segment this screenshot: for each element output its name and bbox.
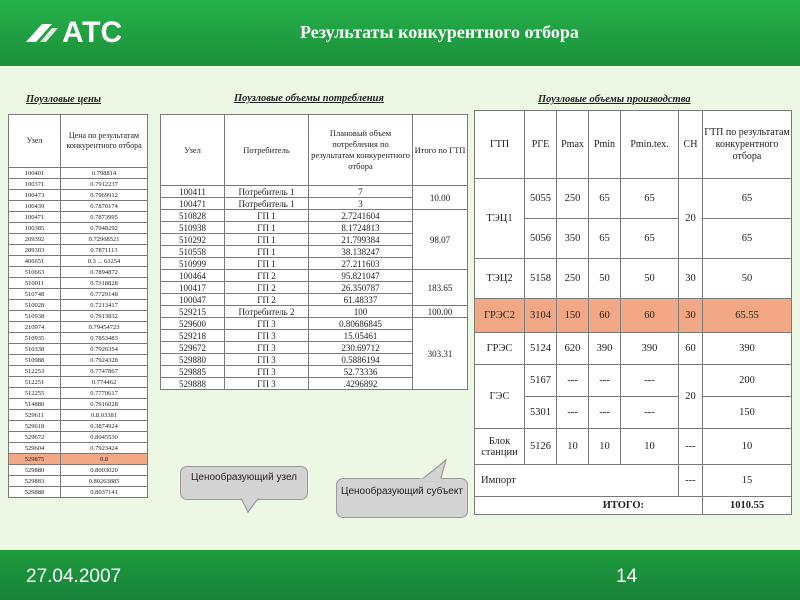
table-row xyxy=(9,476,148,487)
consumption-node-cell: 529880 xyxy=(161,354,225,366)
production-cell: Импорт xyxy=(475,465,679,497)
price-value-cell: 0.7924328 xyxy=(61,355,148,366)
production-header-pmin: Pmin xyxy=(589,111,621,179)
table-row xyxy=(161,186,468,198)
production-cell: 620 xyxy=(557,333,589,365)
table-row xyxy=(9,410,148,421)
consumption-consumer-cell: ГП 1 xyxy=(225,234,309,246)
price-node-cell: 510928 xyxy=(9,300,61,311)
production-cell: --- xyxy=(557,365,589,397)
consumption-volume-cell: 8.1724813 xyxy=(309,222,413,234)
consumption-consumer-cell: ГП 1 xyxy=(225,210,309,222)
consumption-node-cell: 100047 xyxy=(161,294,225,306)
production-cell: --- xyxy=(621,365,679,397)
consumption-consumer-cell: ГП 3 xyxy=(225,354,309,366)
production-cell: 5167 xyxy=(525,365,557,397)
production-cell: 30 xyxy=(679,259,703,299)
table-row xyxy=(161,306,468,318)
consumption-consumer-cell: ГП 1 xyxy=(225,222,309,234)
consumption-header-node: Узел xyxy=(161,115,225,186)
production-header-gtp: ГТП xyxy=(475,111,525,179)
consumption-header-total: Итого по ГТП xyxy=(413,115,468,186)
table-row xyxy=(9,465,148,476)
price-value-cell: 0.7912237 xyxy=(61,179,148,190)
section-consumption-title: Поузловые объемы потребления xyxy=(234,93,384,104)
table-row xyxy=(9,377,148,388)
table-row xyxy=(161,210,468,222)
header-bar xyxy=(0,0,800,66)
price-value-cell: 0.8045530 xyxy=(61,432,148,443)
production-cell: ГРЭС2 xyxy=(475,299,525,333)
consumption-volume-cell: .4296892 xyxy=(309,378,413,390)
price-value-cell: 0.7318828 xyxy=(61,278,148,289)
consumption-consumer-cell: Потребитель 2 xyxy=(225,306,309,318)
consumption-volume-cell: 230.69712 xyxy=(309,342,413,354)
footer-date: 27.04.2007 xyxy=(26,566,122,587)
consumption-node-cell: 529885 xyxy=(161,366,225,378)
consumption-volume-cell: 15.05461 xyxy=(309,330,413,342)
consumption-total-cell: 98.07 xyxy=(413,210,468,270)
price-node-cell: 529883 xyxy=(9,476,61,487)
production-header-pmintex: Pmin.tex. xyxy=(621,111,679,179)
consumption-consumer-cell: ГП 3 xyxy=(225,342,309,354)
price-value-cell: 0.7913832 xyxy=(61,311,148,322)
table-row xyxy=(475,333,792,365)
production-cell: 65 xyxy=(589,179,621,219)
table-row xyxy=(9,212,148,223)
table-row xyxy=(9,311,148,322)
price-node-cell: 510935 xyxy=(9,333,61,344)
price-node-cell: 529875 xyxy=(9,454,61,465)
table-row xyxy=(161,318,468,330)
production-cell: 10 xyxy=(589,429,621,465)
price-node-cell: 100371 xyxy=(9,179,61,190)
prices-table xyxy=(8,114,148,498)
consumption-node-cell: 529215 xyxy=(161,306,225,318)
production-cell: 30 xyxy=(679,299,703,333)
price-value-cell: 0.8037141 xyxy=(61,487,148,498)
table-row xyxy=(9,333,148,344)
production-cell: 65 xyxy=(589,219,621,259)
production-cell: 10 xyxy=(703,429,792,465)
price-value-cell: 0.7948292 xyxy=(61,223,148,234)
consumption-node-cell: 529600 xyxy=(161,318,225,330)
table-row xyxy=(9,223,148,234)
consumption-total-cell: 100.00 xyxy=(413,306,468,318)
production-table xyxy=(474,110,792,515)
consumption-consumer-cell: ГП 3 xyxy=(225,330,309,342)
consumption-volume-cell: 61.48337 xyxy=(309,294,413,306)
consumption-consumer-cell: ГП 3 xyxy=(225,318,309,330)
production-cell: 60 xyxy=(621,299,679,333)
production-cell: --- xyxy=(589,365,621,397)
production-total-label: ИТОГО: xyxy=(475,497,703,515)
price-value-cell: 0.7916028 xyxy=(61,399,148,410)
price-node-cell: 512255 xyxy=(9,388,61,399)
price-node-cell: 209303 xyxy=(9,245,61,256)
table-row-highlighted xyxy=(9,454,148,465)
price-value-cell: 0.7871113 xyxy=(61,245,148,256)
consumption-consumer-cell: ГП 2 xyxy=(225,270,309,282)
section-prices-title: Поузловые цены xyxy=(26,94,102,105)
table-row xyxy=(9,201,148,212)
callout-subject-pointer xyxy=(412,458,472,482)
price-node-cell: 510988 xyxy=(9,355,61,366)
consumption-volume-cell: 3 xyxy=(309,198,413,210)
consumption-node-cell: 510828 xyxy=(161,210,225,222)
consumption-node-cell: 100464 xyxy=(161,270,225,282)
consumption-node-cell: 100471 xyxy=(161,198,225,210)
consumption-consumer-cell: ГП 2 xyxy=(225,294,309,306)
price-node-cell: 209392 xyxy=(9,234,61,245)
price-node-cell: 510663 xyxy=(9,267,61,278)
price-node-cell: 100439 xyxy=(9,201,61,212)
table-row xyxy=(9,278,148,289)
production-cell: 5056 xyxy=(525,219,557,259)
production-cell: 65 xyxy=(703,219,792,259)
production-cell: 65.55 xyxy=(703,299,792,333)
production-cell: 50 xyxy=(621,259,679,299)
table-row xyxy=(161,270,468,282)
page-title: Результаты конкурентного отбора xyxy=(300,22,579,42)
table-row xyxy=(9,344,148,355)
consumption-consumer-cell: ГП 1 xyxy=(225,246,309,258)
callout-price-subject: Ценообразующий субъект xyxy=(336,478,468,518)
table-row xyxy=(9,443,148,454)
production-cell: 65 xyxy=(703,179,792,219)
production-cell: 200 xyxy=(703,365,792,397)
price-value-cell: 0.3874924 xyxy=(61,421,148,432)
slide-body xyxy=(0,66,800,550)
consumption-volume-cell: 95.821047 xyxy=(309,270,413,282)
table-row xyxy=(9,300,148,311)
price-value-cell: 0.3 ... 63254 xyxy=(61,256,148,267)
table-row xyxy=(475,259,792,299)
table-row xyxy=(9,487,148,498)
consumption-volume-cell: 26.350787 xyxy=(309,282,413,294)
price-value-cell: 0.7923424 xyxy=(61,443,148,454)
production-cell: 5126 xyxy=(525,429,557,465)
production-cell: ТЭЦ1 xyxy=(475,179,525,259)
production-cell: 10 xyxy=(621,429,679,465)
production-cell: 60 xyxy=(679,333,703,365)
table-row xyxy=(9,322,148,333)
production-cell: 150 xyxy=(557,299,589,333)
production-cell: 250 xyxy=(557,179,589,219)
price-value-cell: 0.80263885 xyxy=(61,476,148,487)
table-row xyxy=(475,429,792,465)
price-value-cell: 0.8003020 xyxy=(61,465,148,476)
price-value-cell: 0.7729148 xyxy=(61,289,148,300)
price-node-cell: 510748 xyxy=(9,289,61,300)
production-cell: 20 xyxy=(679,179,703,259)
section-production-title: Поузловые объемы производства xyxy=(538,94,691,105)
price-value-cell: 0.7213417 xyxy=(61,300,148,311)
callout-node-pointer xyxy=(230,496,270,516)
price-node-cell: 529611 xyxy=(9,410,61,421)
production-cell: --- xyxy=(621,397,679,429)
price-node-cell: 100401 xyxy=(9,168,61,179)
consumption-node-cell: 510558 xyxy=(161,246,225,258)
consumption-volume-cell: 2.7241604 xyxy=(309,210,413,222)
production-cell: 3104 xyxy=(525,299,557,333)
consumption-volume-cell: 52.73336 xyxy=(309,366,413,378)
price-value-cell: 0.7870174 xyxy=(61,201,148,212)
production-cell: ГЭС xyxy=(475,365,525,429)
price-value-cell: 0.774462 xyxy=(61,377,148,388)
production-cell: --- xyxy=(589,397,621,429)
consumption-volume-cell: 21.799384 xyxy=(309,234,413,246)
price-node-cell: 100385 xyxy=(9,223,61,234)
price-node-cell: 512253 xyxy=(9,366,61,377)
production-cell: 5301 xyxy=(525,397,557,429)
production-cell: 5158 xyxy=(525,259,557,299)
consumption-consumer-cell: ГП 2 xyxy=(225,282,309,294)
production-cell: 150 xyxy=(703,397,792,429)
table-row xyxy=(9,366,148,377)
table-row xyxy=(9,388,148,399)
production-total-value: 1010.55 xyxy=(703,497,792,515)
table-row xyxy=(9,399,148,410)
consumption-total-cell: 303.31 xyxy=(413,318,468,390)
page-number: 14 xyxy=(616,566,638,587)
price-value-cell: 0.8 xyxy=(61,454,148,465)
table-row-highlighted xyxy=(475,299,792,333)
consumption-volume-cell: 27.211603 xyxy=(309,258,413,270)
production-cell: --- xyxy=(679,429,703,465)
production-cell: 10 xyxy=(557,429,589,465)
price-node-cell: 510338 xyxy=(9,344,61,355)
logo-text: АТС xyxy=(62,16,123,48)
production-cell: ГРЭС xyxy=(475,333,525,365)
production-cell: 65 xyxy=(621,219,679,259)
price-value-cell: 0.8.03381 xyxy=(61,410,148,421)
table-row xyxy=(9,289,148,300)
production-cell: 65 xyxy=(621,179,679,219)
table-row xyxy=(9,168,148,179)
price-value-cell: 0.7853483 xyxy=(61,333,148,344)
price-value-cell: 0.7770617 xyxy=(61,388,148,399)
production-cell: 390 xyxy=(621,333,679,365)
consumption-volume-cell: 0.5886194 xyxy=(309,354,413,366)
consumption-consumer-cell: Потребитель 1 xyxy=(225,186,309,198)
production-cell: 50 xyxy=(703,259,792,299)
table-row xyxy=(9,421,148,432)
table-row xyxy=(9,245,148,256)
consumption-node-cell: 510938 xyxy=(161,222,225,234)
consumption-total-cell: 10.00 xyxy=(413,186,468,210)
production-cell: 15 xyxy=(703,465,792,497)
consumption-consumer-cell: ГП 3 xyxy=(225,378,309,390)
price-node-cell: 100471 xyxy=(9,212,61,223)
price-value-cell: 0.7747867 xyxy=(61,366,148,377)
price-node-cell: 529618 xyxy=(9,421,61,432)
callout-price-node: Ценообразующий узел xyxy=(180,466,308,500)
consumption-node-cell: 529672 xyxy=(161,342,225,354)
price-node-cell: 510011 xyxy=(9,278,61,289)
price-value-cell: 0.7926354 xyxy=(61,344,148,355)
price-value-cell: 0.7969912 xyxy=(61,190,148,201)
consumption-node-cell: 529888 xyxy=(161,378,225,390)
consumption-node-cell: 529218 xyxy=(161,330,225,342)
production-cell: ТЭЦ2 xyxy=(475,259,525,299)
consumption-volume-cell: 0.80686845 xyxy=(309,318,413,330)
consumption-total-cell: 183.65 xyxy=(413,270,468,306)
consumption-volume-cell: 7 xyxy=(309,186,413,198)
production-cell: --- xyxy=(557,397,589,429)
price-node-cell: 100473 xyxy=(9,190,61,201)
table-row xyxy=(475,465,792,497)
production-header-pmax: Pmax xyxy=(557,111,589,179)
consumption-header-volume: Плановый объем потребления по результатам конкурентного отбора xyxy=(309,115,413,186)
table-row xyxy=(9,190,148,201)
consumption-header-consumer: Потребитель xyxy=(225,115,309,186)
price-node-cell: 529880 xyxy=(9,465,61,476)
consumption-volume-cell: 38.138247 xyxy=(309,246,413,258)
production-header-sn: СН xyxy=(679,111,703,179)
price-value-cell: 0.79454723 xyxy=(61,322,148,333)
table-row-total xyxy=(475,497,792,515)
price-node-cell: 406651 xyxy=(9,256,61,267)
production-cell: 5124 xyxy=(525,333,557,365)
price-value-cell: 0.7873995 xyxy=(61,212,148,223)
consumption-consumer-cell: ГП 1 xyxy=(225,258,309,270)
table-row xyxy=(475,365,792,397)
production-cell: 20 xyxy=(679,365,703,429)
ats-logo xyxy=(22,12,142,48)
production-cell: 250 xyxy=(557,259,589,299)
production-cell: Блок станции xyxy=(475,429,525,465)
table-row xyxy=(9,267,148,278)
consumption-consumer-cell: ГП 3 xyxy=(225,366,309,378)
price-node-cell: 210974 xyxy=(9,322,61,333)
price-node-cell: 529604 xyxy=(9,443,61,454)
price-value-cell: 0.7894872 xyxy=(61,267,148,278)
price-value-cell: 0.798814 xyxy=(61,168,148,179)
production-cell: 50 xyxy=(589,259,621,299)
consumption-node-cell: 100417 xyxy=(161,282,225,294)
prices-header-price: Цена по результатам конкурентного отбора xyxy=(61,115,148,168)
consumption-consumer-cell: Потребитель 1 xyxy=(225,198,309,210)
production-cell: 390 xyxy=(589,333,621,365)
table-row xyxy=(9,432,148,443)
production-header-rge: РГЕ xyxy=(525,111,557,179)
table-row xyxy=(475,179,792,219)
table-row xyxy=(9,355,148,366)
price-node-cell: 529672 xyxy=(9,432,61,443)
table-row xyxy=(9,179,148,190)
price-node-cell: 529888 xyxy=(9,487,61,498)
production-header-result: ГТП по результатам конкурентного отбора xyxy=(703,111,792,179)
price-value-cell: 0.72968521 xyxy=(61,234,148,245)
consumption-node-cell: 510292 xyxy=(161,234,225,246)
consumption-node-cell: 510999 xyxy=(161,258,225,270)
price-node-cell: 514880 xyxy=(9,399,61,410)
consumption-table xyxy=(160,114,468,390)
production-cell: 390 xyxy=(703,333,792,365)
production-cell: 350 xyxy=(557,219,589,259)
prices-header-node: Узел xyxy=(9,115,61,168)
table-row xyxy=(9,234,148,245)
footer-bar xyxy=(0,550,800,600)
table-row xyxy=(9,256,148,267)
price-node-cell: 510938 xyxy=(9,311,61,322)
production-cell: --- xyxy=(679,465,703,497)
consumption-node-cell: 100411 xyxy=(161,186,225,198)
price-node-cell: 512251 xyxy=(9,377,61,388)
consumption-volume-cell: 100 xyxy=(309,306,413,318)
production-cell: 5055 xyxy=(525,179,557,219)
production-cell: 60 xyxy=(589,299,621,333)
